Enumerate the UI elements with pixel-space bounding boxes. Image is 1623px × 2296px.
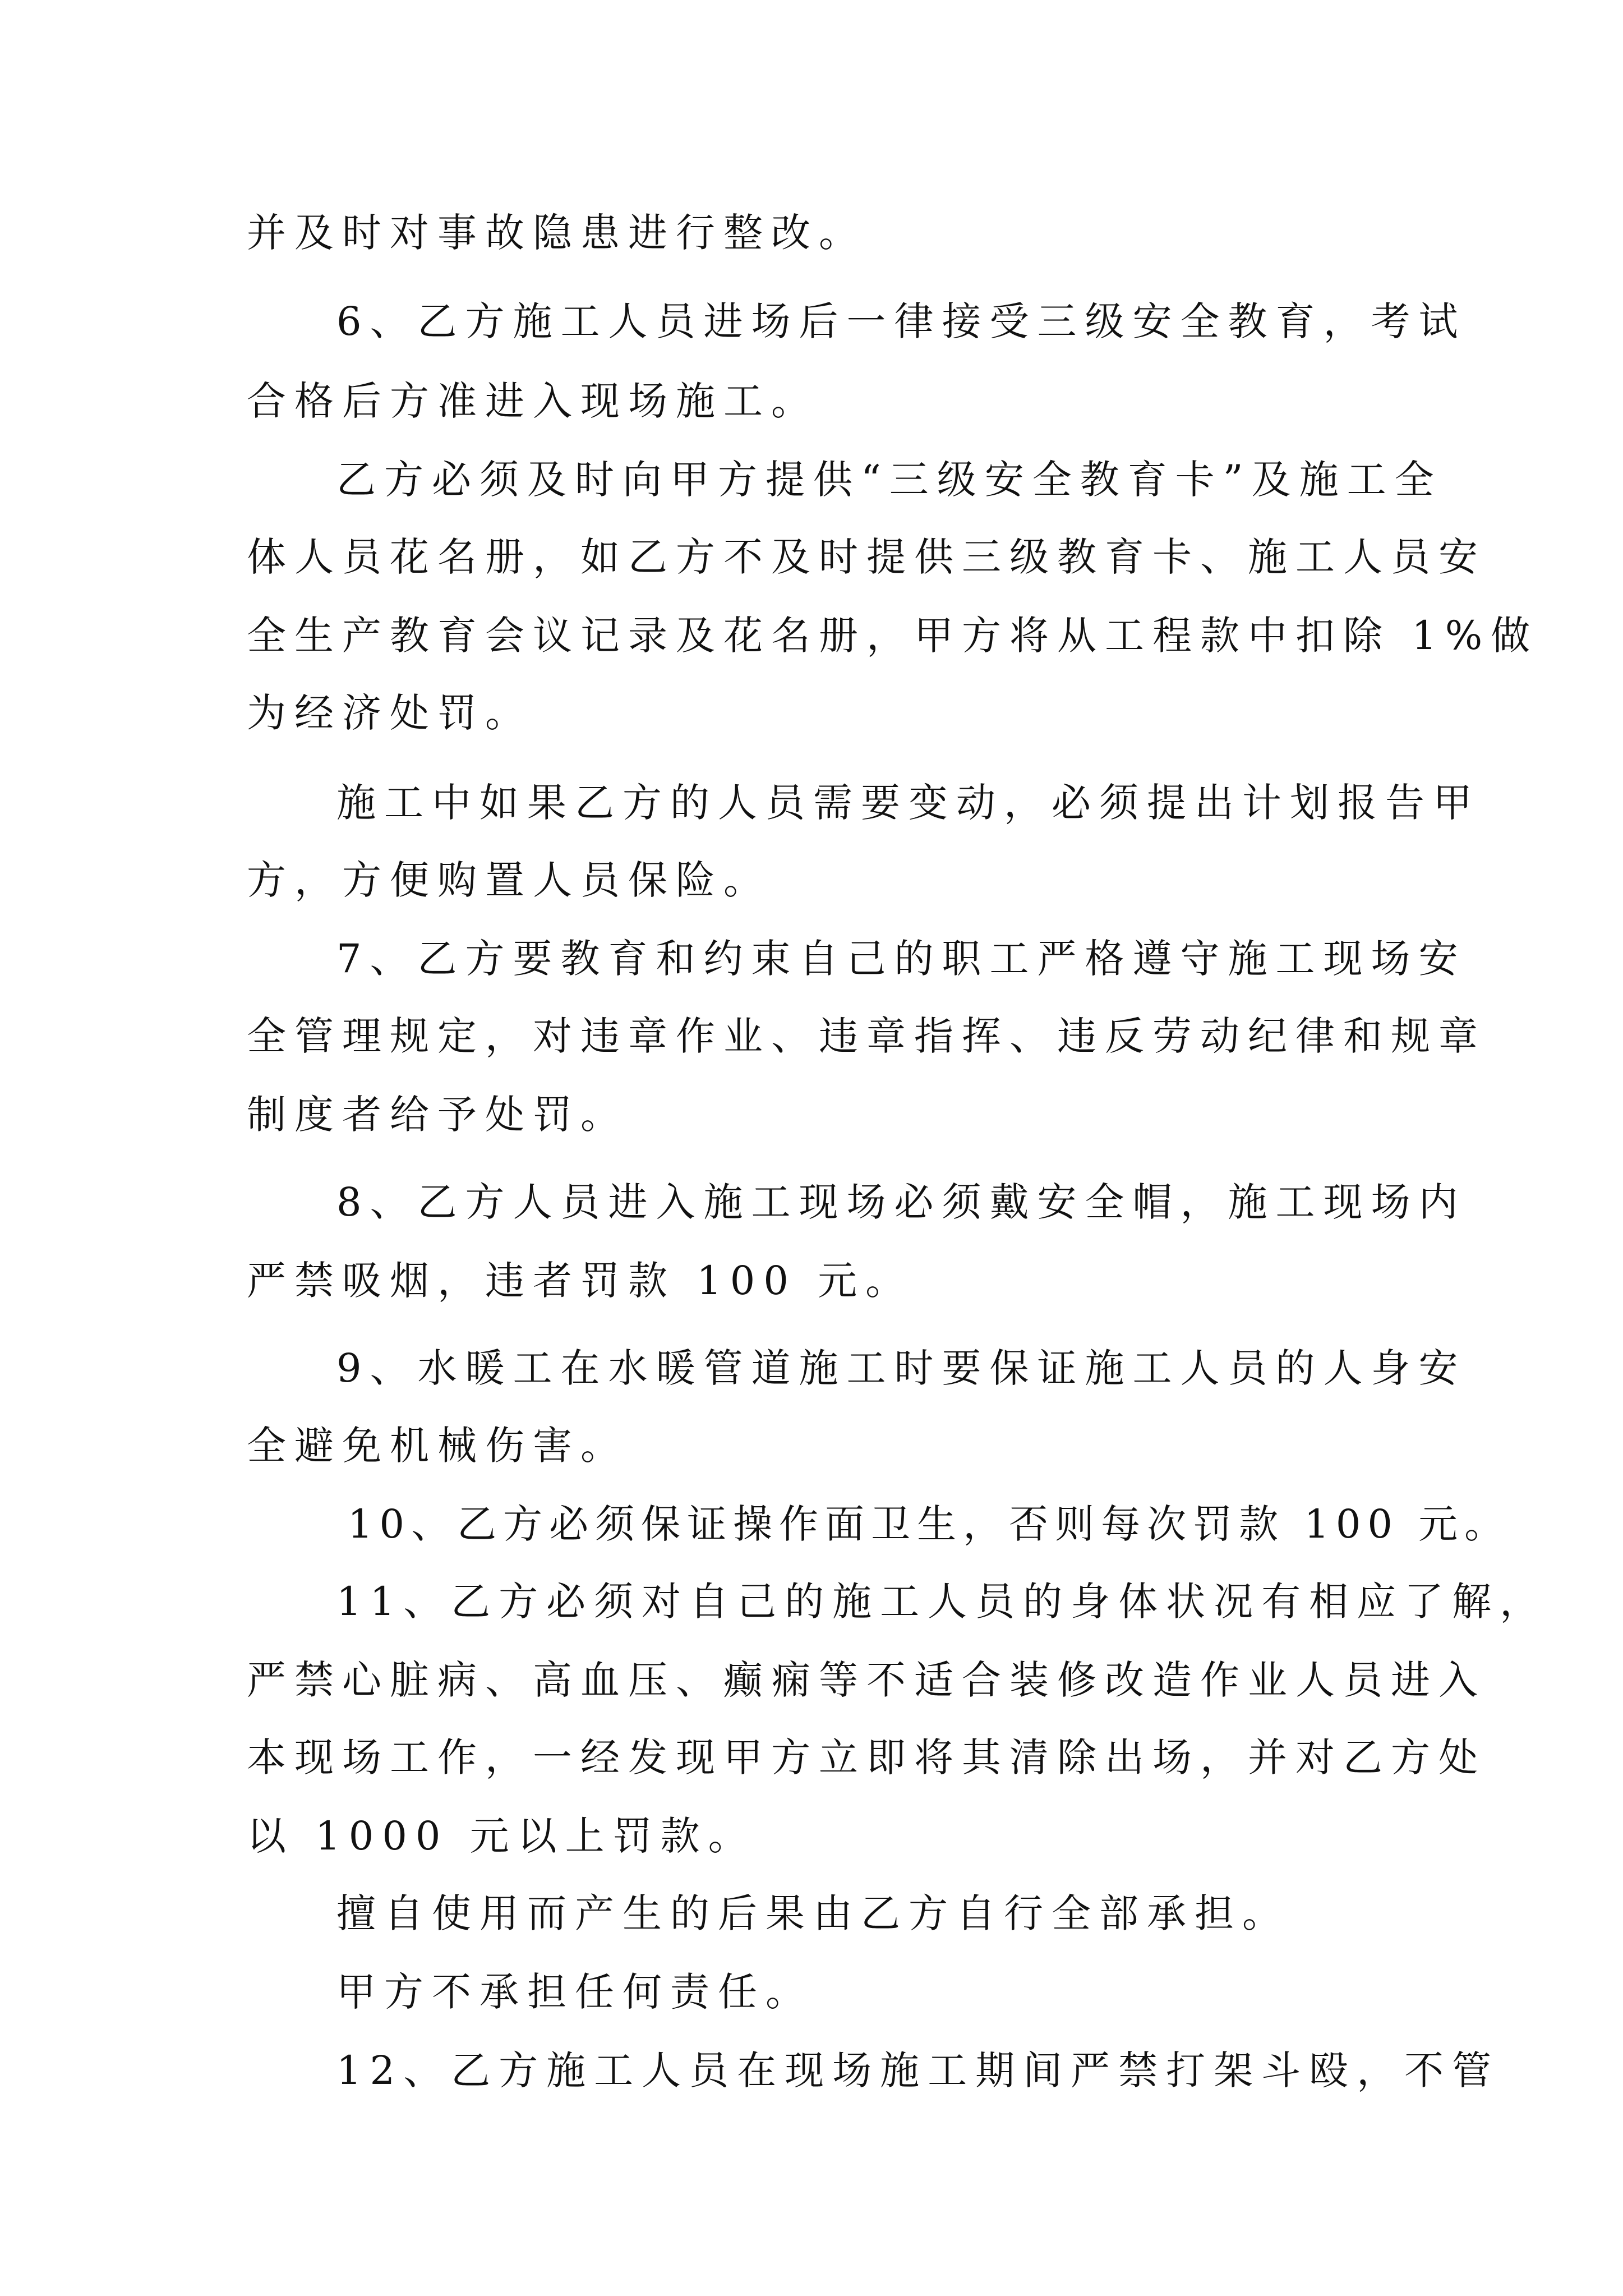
text-line-1: 6、乙方施工人员进场后一律接受三级安全教育，考试 — [336, 298, 1467, 344]
text-line-19: 本现场工作，一经发现甲方立即将其清除出场，并对乙方处 — [247, 1734, 1486, 1780]
text-line-17: 11、乙方必须对自己的施工人员的身体状况有相应了解， — [336, 1579, 1548, 1625]
text-line-21: 擅自使用而产生的后果由乙方自行全部承担。 — [336, 1890, 1290, 1936]
text-line-4: 体人员花名册，如乙方不及时提供三级教育卡、施工人员安 — [247, 534, 1486, 580]
text-line-0: 并及时对事故隐患进行整改。 — [247, 210, 866, 256]
text-line-9: 7、乙方要教育和约束自己的职工严格遵守施工现场安 — [336, 936, 1467, 982]
text-line-15: 全避免机械伤害。 — [247, 1423, 628, 1469]
text-line-11: 制度者给予处罚。 — [247, 1092, 628, 1138]
text-line-8: 方，方便购置人员保险。 — [247, 857, 771, 903]
text-line-23: 12、乙方施工人员在现场施工期间严禁打架斗殴，不管 — [336, 2047, 1500, 2093]
text-line-5: 全生产教育会议记录及花名册，甲方将从工程款中扣除 1%做 — [247, 613, 1539, 659]
text-line-10: 全管理规定，对违章作业、违章指挥、违反劳动纪律和规章 — [247, 1013, 1486, 1059]
text-line-7: 施工中如果乙方的人员需要变动，必须提出计划报告甲 — [336, 780, 1481, 826]
text-line-22: 甲方不承担任何责任。 — [336, 1969, 813, 2015]
text-line-13: 严禁吸烟，违者罚款 100 元。 — [247, 1258, 914, 1304]
text-line-12: 8、乙方人员进入施工现场必须戴安全帽，施工现场内 — [336, 1179, 1467, 1225]
text-line-16: 10、乙方必须保证操作面卫生，否则每次罚款 100 元。 — [348, 1501, 1511, 1547]
text-line-2: 合格后方准进入现场施工。 — [247, 378, 819, 424]
text-line-3: 乙方必须及时向甲方提供“三级安全教育卡”及施工全 — [336, 457, 1442, 503]
text-line-6: 为经济处罚。 — [247, 690, 533, 736]
text-line-14: 9、水暖工在水暖管道施工时要保证施工人员的人身安 — [336, 1345, 1467, 1391]
text-line-18: 严禁心脏病、高血压、癫痫等不适合装修改造作业人员进入 — [247, 1657, 1486, 1703]
text-line-20: 以 1000 元以上罚款。 — [247, 1813, 756, 1859]
